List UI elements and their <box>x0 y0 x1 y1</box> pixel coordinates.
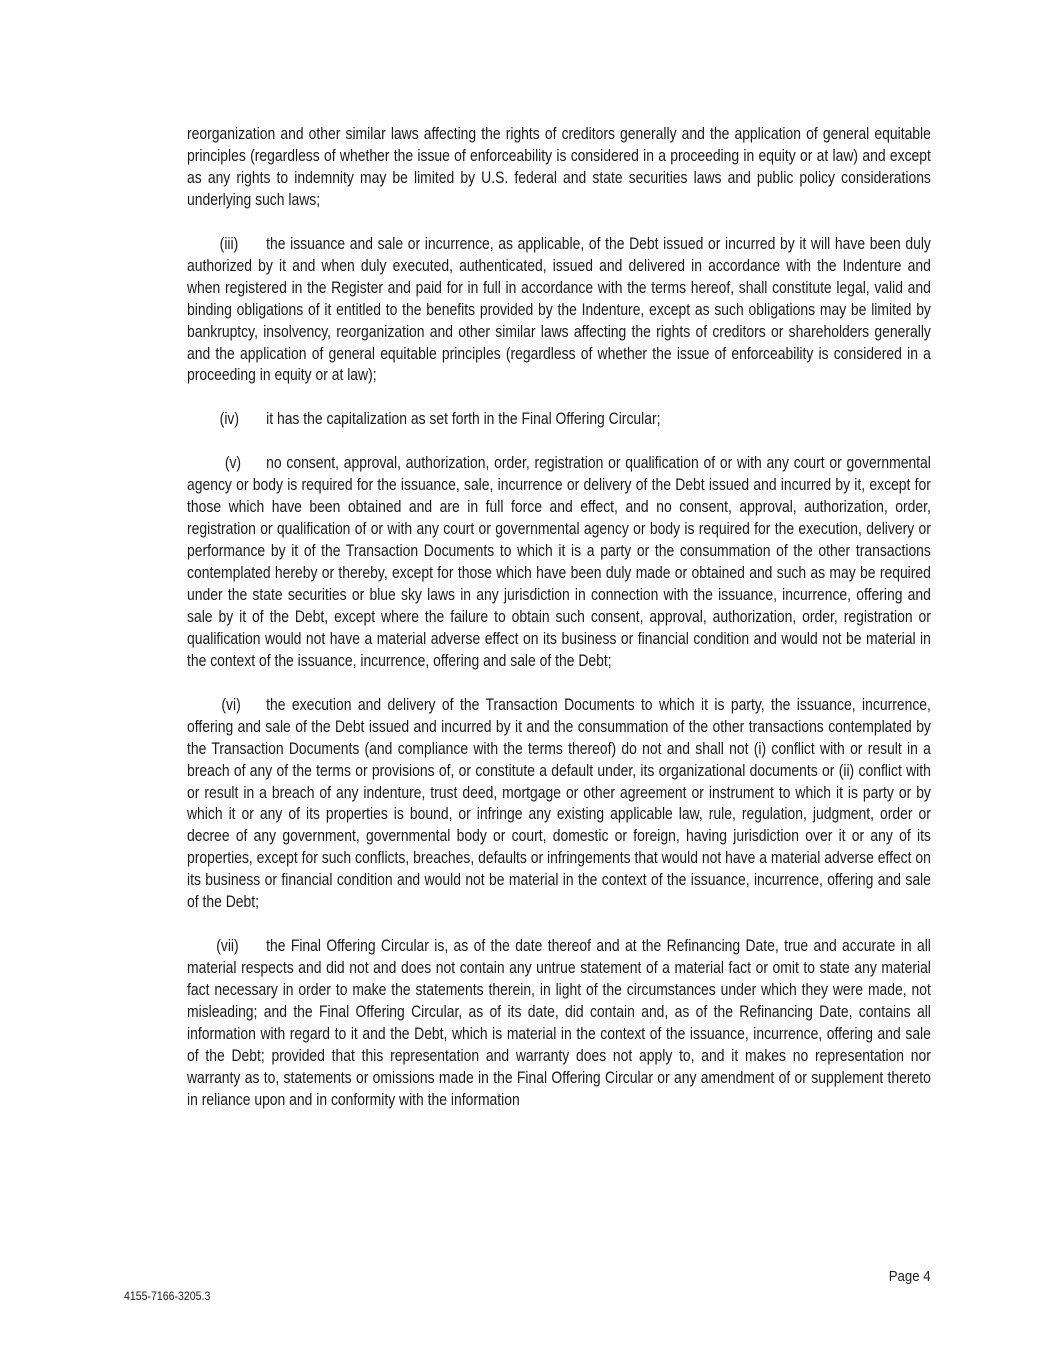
paragraph-text: no consent, approval, authorization, order, registration or qualification of or with any court or governmental agency or body is required for the issuance, sale, incurrence or delivery of the Debt issued and incurred by it, except for those which have been obtained and are in full force and effect, and no consent, approval, authorization, order, registration or qualification of or with any court or governmental agency or body is required for the execution, delivery or performance by it of the Transaction Documents to which it is a party or the consummation of the other transactions contemplated hereby or thereby, except for those which have been duly made or obtained and such as may be required under the state securities or blue sky laws in any jurisdiction in connection with the issuance, incurrence, offering and sale by it of the Debt, except where the failure to obtain such consent, approval, authorization, order, registration or qualification would not have a material adverse effect on its business or financial condition and would not be material in the context of the issuance, incurrence, offering and sale of the Debt; <box>187 454 931 670</box>
paragraph-vi <box>187 695 931 915</box>
paragraph-text: it has the capitalization as set forth in the Final Offering Circular; <box>266 410 661 429</box>
paragraph-v <box>187 453 931 673</box>
paragraph-number: (vi) <box>221 695 241 714</box>
paragraph-text: the issuance and sale or incurrence, as applicable, of the Debt issued or incurred by it will have been duly authorized by it and when duly executed, authenticated, issued and delivered in accordance with the Indenture and when registered in the Register and paid for in full in accordance with the terms hereof, shall constitute legal, valid and binding obligations of it entitled to the benefits provided by the Indenture, except as such obligations may be limited by bankruptcy, insolvency, reorganization and other similar laws affecting the rights of creditors or shareholders generally and the application of general equitable principles (regardless of whether the issue of enforceability is considered in a proceeding in equity or at law); <box>187 234 931 385</box>
paragraph-number: (v) <box>224 454 242 473</box>
paragraph-number: (iii) <box>219 234 239 253</box>
paragraph-text: the Final Offering Circular is, as of the date thereof and at the Refinancing Date, true and accurate in all material respects and did not and does not contain any untrue statement of a material fact or omit to state any material fact necessary in order to make the statements therein, in light of the circumstances under which they were made, not misleading; and the Final Offering Circular, as of its date, did contain and, as of the Refinancing Date, contains all information with regard to it and the Debt, which is material in the context of the issuance, incurrence, offering and sale of the Debt; provided that this representation and warranty does not apply to, and it makes no representation nor warranty as to, statements or omissions made in the Final Offering Circular or any amendment of or supplement thereto in reliance upon and in conformity with the information <box>187 937 931 1109</box>
document-body <box>187 124 931 1134</box>
paragraph-text: reorganization and other similar laws affecting the rights of creditors generally and the application of general equitable principles (regardless of whether the issue of enforceability is considered in a proceeding in equity or at law) and except as any rights to indemnity may be limited by U.S. federal and state securities laws and public policy considerations underlying such laws; <box>187 125 931 209</box>
paragraph-number: (iv) <box>219 410 240 429</box>
paragraph-iii <box>187 234 931 388</box>
page-number: Page 4 <box>889 1268 931 1285</box>
paragraph-text: the execution and delivery of the Transaction Documents to which it is party, the issuance, incurrence, offering and sale of the Debt issued and incurred by it and the consummation of the other transactions contemplated by the Transaction Documents (and compliance with the terms thereof) do not and shall not (i) conflict with or result in a breach of any of the terms or provisions of, or constitute a default under, its organizational documents or (ii) conflict with or result in a breach of any indenture, trust deed, mortgage or other agreement or instrument to which it is party or by which it or any of its properties is bound, or infringe any existing applicable law, rule, regulation, judgment, order or decree of any government, governmental body or court, domestic or foreign, having jurisdiction over it or any of its properties, except for such conflicts, breaches, defaults or infringements that would not have a material adverse effect on its business or financial condition and would not be material in the context of the issuance, incurrence, offering and sale of the Debt; <box>187 695 931 912</box>
document-id: 4155-7166-3205.3 <box>124 1289 211 1303</box>
paragraph-number: (vii) <box>216 937 239 956</box>
paragraph-vii <box>187 936 931 1112</box>
paragraph-continuation <box>187 124 931 212</box>
paragraph-iv <box>187 409 931 431</box>
